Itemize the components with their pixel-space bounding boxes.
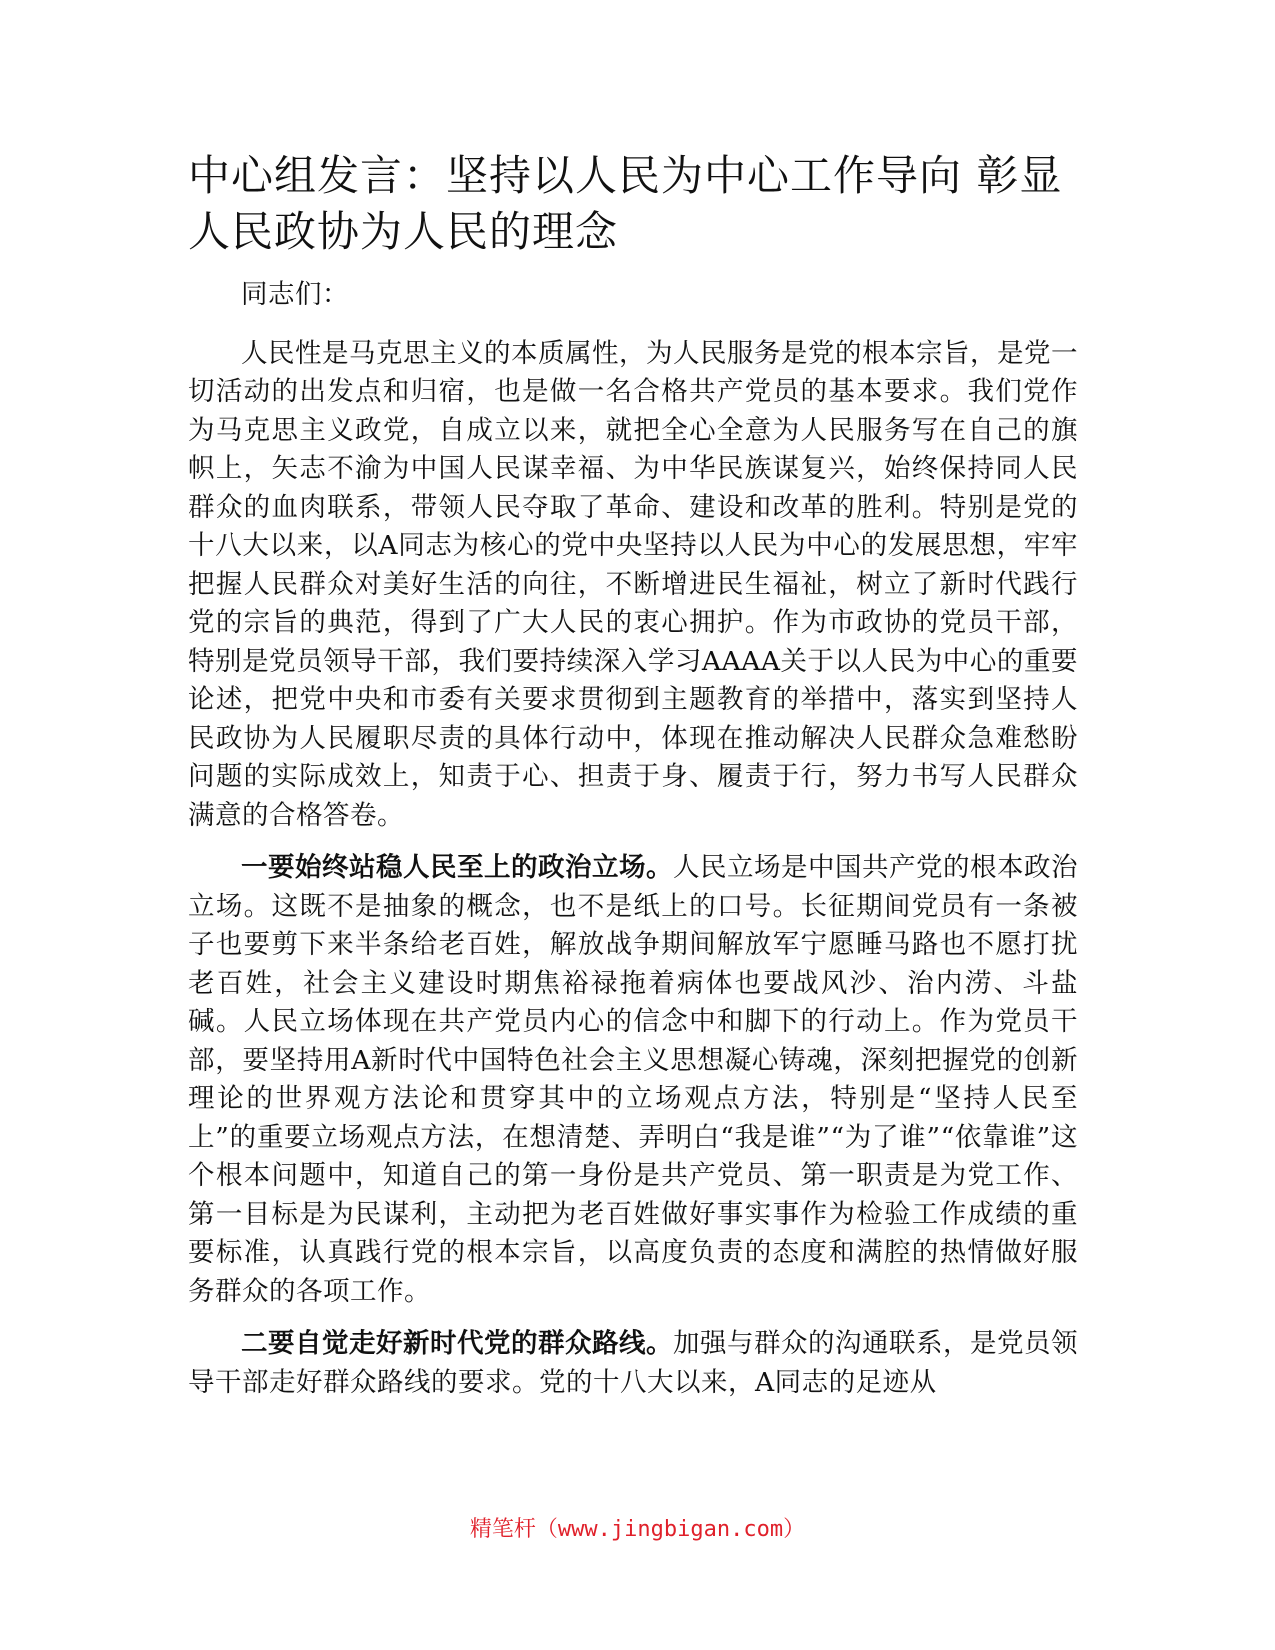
section-1-body: 人民立场是中国共产党的根本政治立场。这既不是抽象的概念，也不是纸上的口号。长征期间党员有一条被子也要剪下来半条给老百姓，解放战争期间解放军宁愿睡马路也不愿打扰老百姓，社会主义建设时期焦裕禄拖着病体也要战风沙、治内涝、斗盐碱。人民立场体现在共产党员内心的信念中和脚下的行动上。作为党员干部，要坚持用A新时代中国特色社会主义思想凝心铸魂，深刻把握党的创新理论的世界观方法论和贯穿其中的立场观点方法，特别是“坚持人民至上”的重要立场观点方法，在想清楚、弄明白“我是谁”“为了谁”“依靠谁”这个根本问题中，知道自己的第一身份是共产党员、第一职责是为党工作、第一目标是为民谋利，主动把为老百姓做好事实事作为检验工作成绩的重要标准，认真践行党的根本宗旨，以高度负责的态度和满腔的热情做好服务群众的各项工作。: [188, 852, 1078, 1307]
section-2-paragraph: [188, 1325, 1078, 1402]
document-page: [188, 148, 1078, 1416]
section-1-paragraph: [188, 849, 1078, 1311]
section-2-body: 加强与群众的沟通联系，是党员领导干部走好群众路线的要求。党的十八大以来，A同志的足迹从: [188, 1328, 1078, 1398]
section-1-heading: 一要始终站稳人民至上的政治立场。: [241, 852, 673, 883]
intro-paragraph: 人民性是马克思主义的本质属性，为人民服务是党的根本宗旨，是党一切活动的出发点和归宿，也是做一名合格共产党员的基本要求。我们党作为马克思主义政党，自成立以来，就把全心全意为人民服务写在自己的旗帜上，矢志不渝为中国人民谋幸福、为中华民族谋复兴，始终保持同人民群众的血肉联系，带领人民夺取了革命、建设和改革的胜利。特别是党的十八大以来，以A同志为核心的党中央坚持以人民为中心的发展思想，牢牢把握人民群众对美好生活的向往，不断增进民生福祉，树立了新时代践行党的宗旨的典范，得到了广大人民的衷心拥护。作为市政协的党员干部，特别是党员领导干部，我们要持续深入学习AAAA关于以人民为中心的重要论述，把党中央和市委有关要求贯彻到主题教育的举措中，落实到坚持人民政协为人民履职尽责的具体行动中，体现在推动解决人民群众急难愁盼问题的实际成效上，知责于心、担责于身、履责于行，努力书写人民群众满意的合格答卷。: [188, 337, 1078, 831]
greeting: 同志们：: [241, 279, 349, 310]
document-title: 中心组发言：坚持以人民为中心工作导向 彰显人民政协为人民的理念: [188, 151, 1063, 256]
footer-watermark: 精笔杆（www.jingbigan.com）: [469, 1517, 806, 1542]
section-2-heading: 二要自觉走好新时代党的群众路线。: [241, 1328, 673, 1359]
